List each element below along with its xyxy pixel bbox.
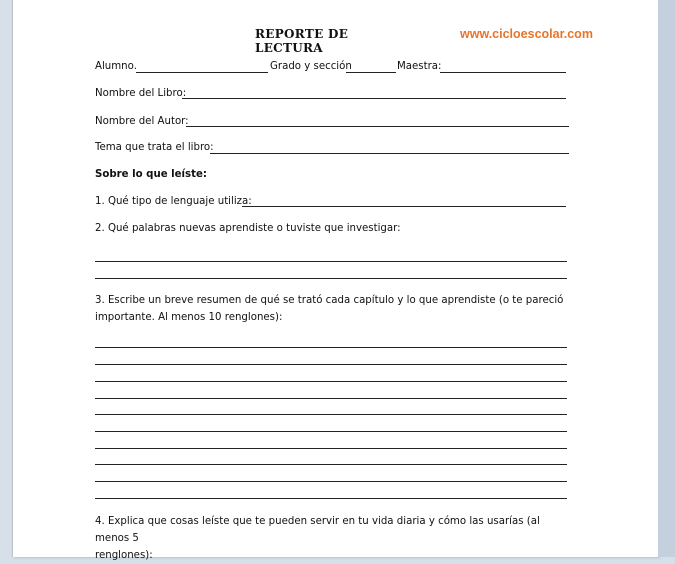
answer-3-line-8 (95, 464, 567, 465)
website-link[interactable]: www.cicloescolar.com (460, 27, 593, 41)
answer-3-line-6 (95, 431, 567, 432)
grado-line (346, 72, 396, 73)
question-1-line (242, 206, 566, 207)
autor-line (186, 126, 569, 127)
grado-label: Grado y sección (270, 61, 352, 72)
answer-3-line-10 (95, 498, 567, 499)
libro-label: Nombre del Libro: (95, 88, 187, 99)
answer-3-line-9 (95, 481, 567, 482)
answer-3-line-2 (95, 364, 567, 365)
answer-3-line-7 (95, 448, 567, 449)
answer-2-line-2 (95, 278, 567, 279)
question-2: 2. Qué palabras nuevas aprendiste o tuviste que investigar: (95, 223, 401, 234)
answer-3-line-1 (95, 347, 567, 348)
question-4 (95, 513, 575, 564)
question-1: 1. Qué tipo de lenguaje utiliza: (95, 196, 252, 207)
answer-3-line-3 (95, 381, 567, 382)
alumno-label: Alumno. (95, 61, 137, 72)
answer-3-line-4 (95, 398, 567, 399)
scrollbar-track[interactable] (658, 0, 675, 557)
question-3-line-2: importante. Al menos 10 renglones): (95, 312, 283, 323)
alumno-line (136, 72, 268, 73)
document-title: REPORTE DE LECTURA (255, 27, 349, 55)
section-heading: Sobre lo que leíste: (95, 169, 207, 180)
question-4-line-1: 4. Explica que cosas leíste que te pueden servir en tu vida diaria y cómo las usarías (al menos 5 (95, 516, 540, 544)
question-3 (95, 292, 575, 326)
autor-label: Nombre del Autor: (95, 116, 189, 127)
answer-2-line-1 (95, 261, 567, 262)
answer-3-line-5 (95, 414, 567, 415)
tema-line (210, 153, 569, 154)
question-4-line-2: renglones): (95, 550, 153, 561)
tema-label: Tema que trata el libro: (95, 142, 214, 153)
maestra-label: Maestra: (397, 61, 442, 72)
libro-line (182, 98, 566, 99)
maestra-line (440, 72, 566, 73)
question-3-line-1: 3. Escribe un breve resumen de qué se trató cada capítulo y lo que aprendiste (o te pareció (95, 295, 564, 306)
